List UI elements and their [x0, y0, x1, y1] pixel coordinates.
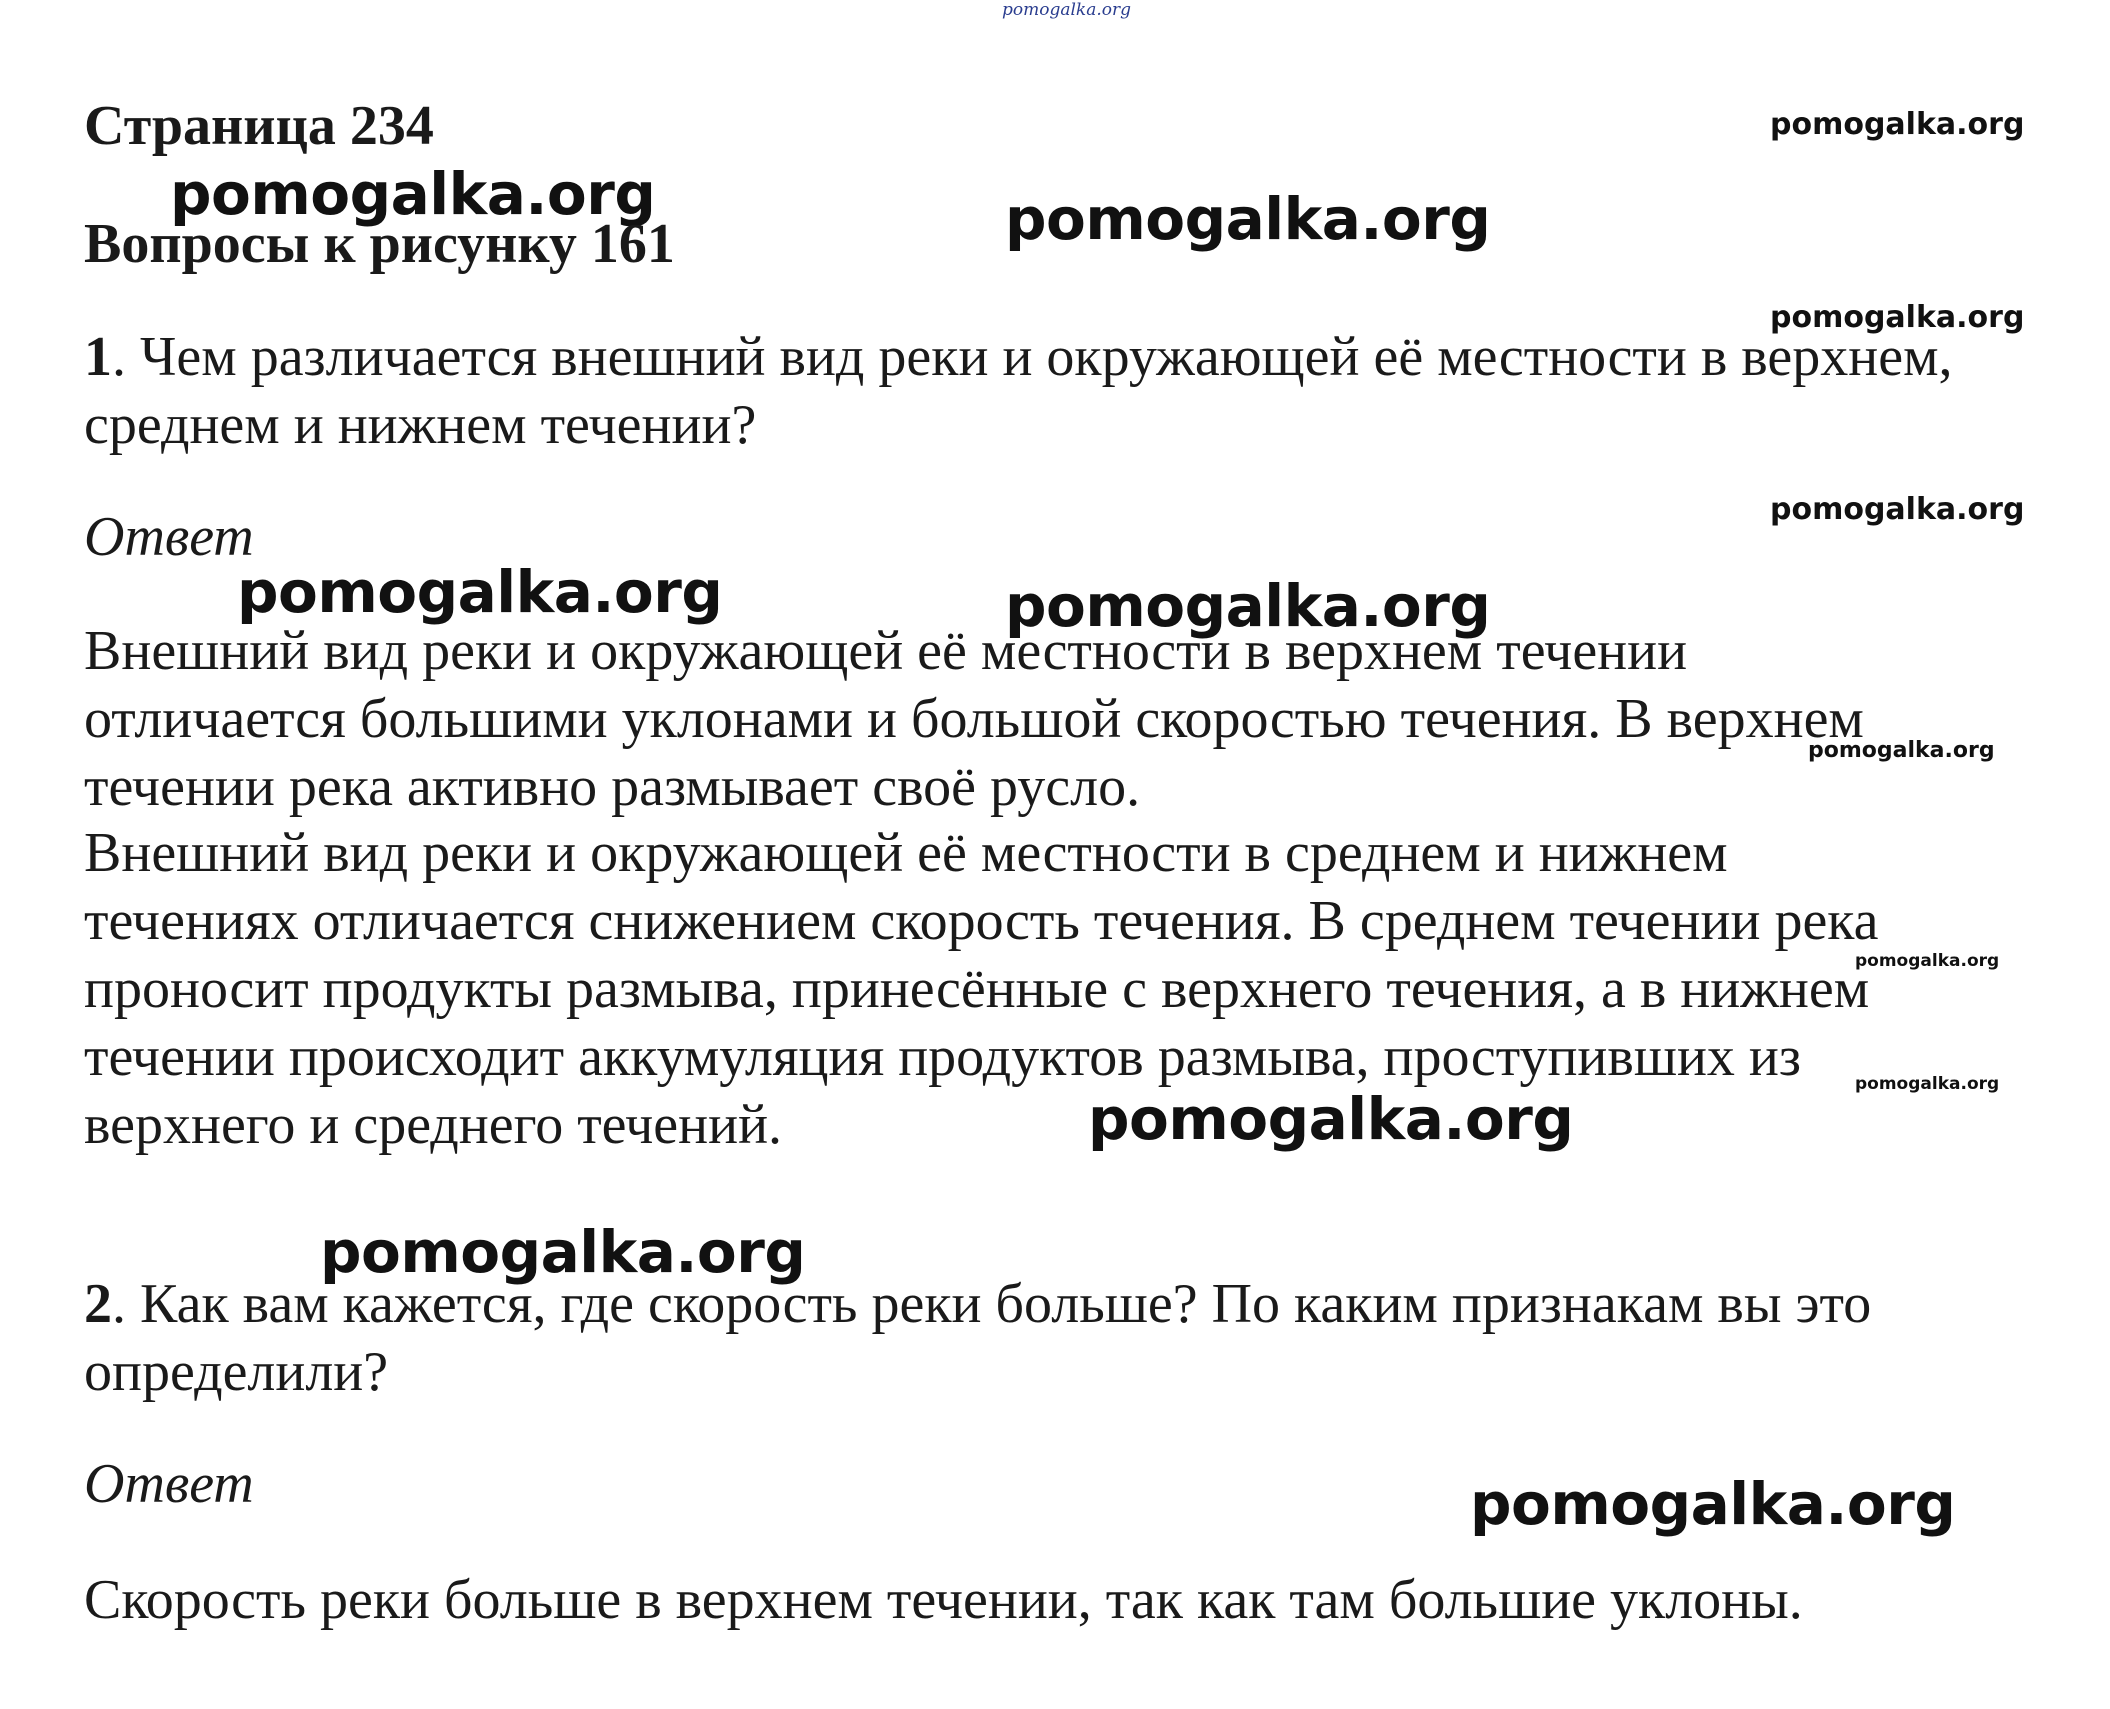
watermark-small: pomogalka.org: [1770, 300, 2025, 335]
answer-2-paragraph-1: Скорость реки больше в верхнем течении, так как там большие уклоны.: [84, 1569, 1803, 1631]
answer-1-paragraph-2: Внешний вид реки и окружающей её местности в среднем и нижнем течениях отличается снижением скорость течения. В среднем течении река проносит продукты размыва, принесённые с верхнего течения, а в нижнем течении происходит аккумуляция продуктов размыва, проступивших из верхнего и среднего течений.: [84, 822, 1879, 1156]
page-title: Страница 234: [84, 95, 434, 157]
question-1: [84, 323, 1953, 459]
question-2: [84, 1270, 1871, 1406]
watermark-small: pomogalka.org: [1855, 951, 2000, 971]
watermark-small: pomogalka.org: [1770, 107, 2025, 142]
watermark-large: pomogalka.org: [1005, 572, 1491, 640]
question-number: 1: [84, 326, 112, 388]
watermark-large: pomogalka.org: [237, 558, 723, 626]
answer-label-1: Ответ: [84, 506, 254, 568]
question-text: . Чем различается внешний вид реки и окружающей её местности в верхнем, среднем и нижнем течении?: [84, 326, 1953, 456]
watermark-large: pomogalka.org: [1088, 1085, 1574, 1153]
watermark-large: pomogalka.org: [1005, 185, 1491, 253]
watermark-large: pomogalka.org: [170, 160, 656, 228]
watermark-small: pomogalka.org: [1855, 1074, 2000, 1094]
watermark-large: pomogalka.org: [320, 1218, 806, 1286]
question-text: . Как вам кажется, где скорость реки больше? По каким признакам вы это определили?: [84, 1273, 1872, 1403]
answer-1-paragraph-1: Внешний вид реки и окружающей её местности в верхнем течении отличается большими уклонами и большой скоростью течения. В верхнем течении река активно размывает своё русло.: [84, 620, 1864, 818]
section-title: Вопросы к рисунку 161: [84, 213, 675, 275]
watermark-small: pomogalka.org: [1808, 738, 1995, 763]
watermark-small: pomogalka.org: [1770, 492, 2025, 527]
watermark-top: pomogalka.org: [1002, 0, 1132, 20]
question-number: 2: [84, 1273, 112, 1335]
watermark-large: pomogalka.org: [1470, 1470, 1956, 1538]
answer-label-2: Ответ: [84, 1453, 254, 1515]
